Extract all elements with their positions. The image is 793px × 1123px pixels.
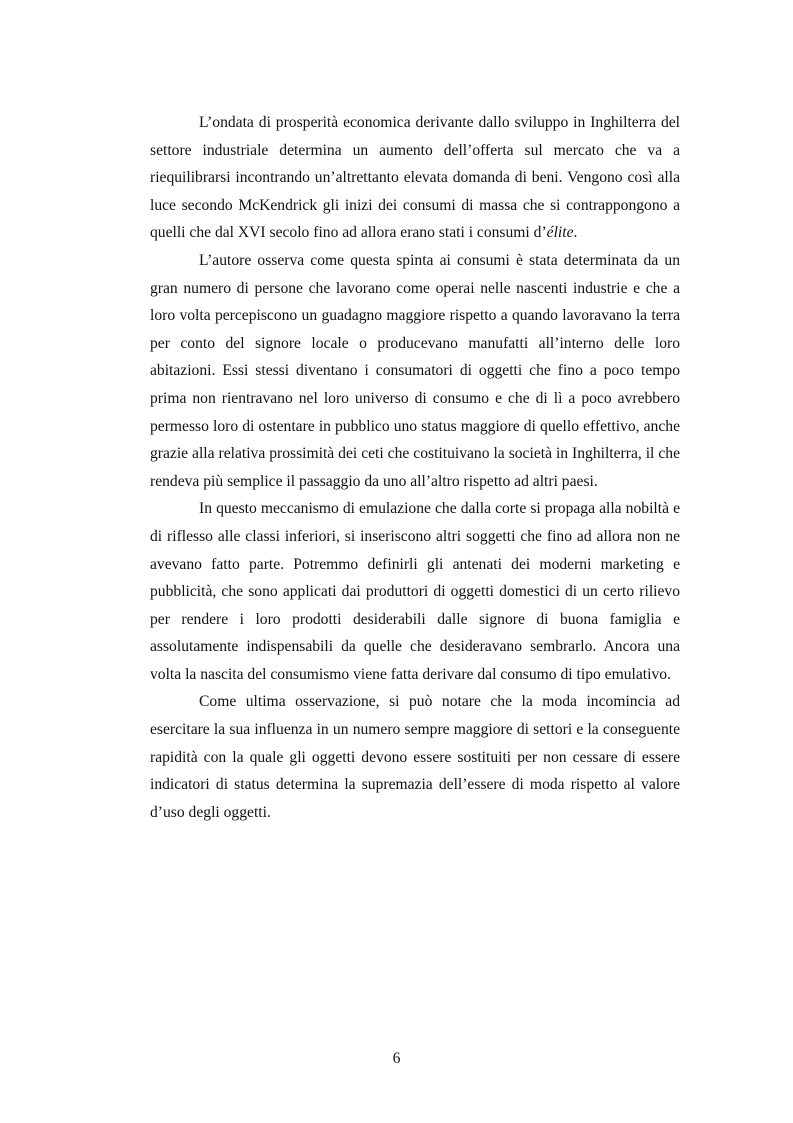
paragraph-2: L’autore osserva come questa spinta ai consumi è stata determinata da un gran numero di persone che lavorano come operai nelle nascenti industrie e che a loro volta percepiscono un guadagno maggiore rispetto a quando lavoravano la terra per conto del signore locale o producevano manufatti all’interno delle loro abitazioni. Essi stessi diventano i consumatori di oggetti che fino a poco tempo prima non rientravano nel loro universo di consumo e che di lì a poco avrebbero permesso loro di ostentare in pubblico uno status maggiore di quello effettivo, anche grazie alla relativa prossimità dei ceti che costituivano la società in Inghilterra, il che rendeva più semplice il passaggio da uno all’altro rispetto ad altri paesi.	[150, 251, 680, 490]
body-text	[150, 109, 680, 826]
paragraph-1	[150, 109, 680, 247]
paragraph-4: Come ultima osservazione, si può notare che la moda incomincia ad esercitare la sua influenza in un numero sempre maggiore di settori e la conseguente rapidità con la quale gli oggetti devono essere sostituiti per non cessare di essere indicatori di status determina la supremazia dell’essere di moda rispetto al valore d’uso degli oggetti.	[150, 693, 680, 821]
paragraph-3: In questo meccanismo di emulazione che dalla corte si propaga alla nobiltà e di riflesso alle classi inferiori, si inseriscono altri soggetti che fino ad allora non ne avevano fatto parte. Potremmo definirli gli antenati dei moderni marketing e pubblicità, che sono applicati dai produttori di oggetti domestici di un certo rilievo per rendere i loro prodotti desiderabili dalle signore di buona famiglia e assolutamente indispensabili da quelle che desideravano sembrarlo. Ancora una volta la nascita del consumismo viene fatta derivare dal consumo di tipo emulativo.	[150, 500, 680, 683]
paragraph-1-end: .	[573, 224, 578, 242]
paragraph-1-text: L’ondata di prosperità economica derivante dallo sviluppo in Inghilterra del settore industriale determina un aumento dell’offerta sul mercato che va a riequilibrarsi incontrando un’altrettanto elevata domanda di beni. Vengono così alla luce secondo McKendrick gli inizi dei consumi di massa che si contrappongono a quelli che dal XVI secolo fino ad allora erano stati i consumi d’	[150, 114, 680, 242]
paragraph-1-emphasis: élite	[546, 224, 574, 242]
page-number: 6	[392, 1050, 401, 1067]
